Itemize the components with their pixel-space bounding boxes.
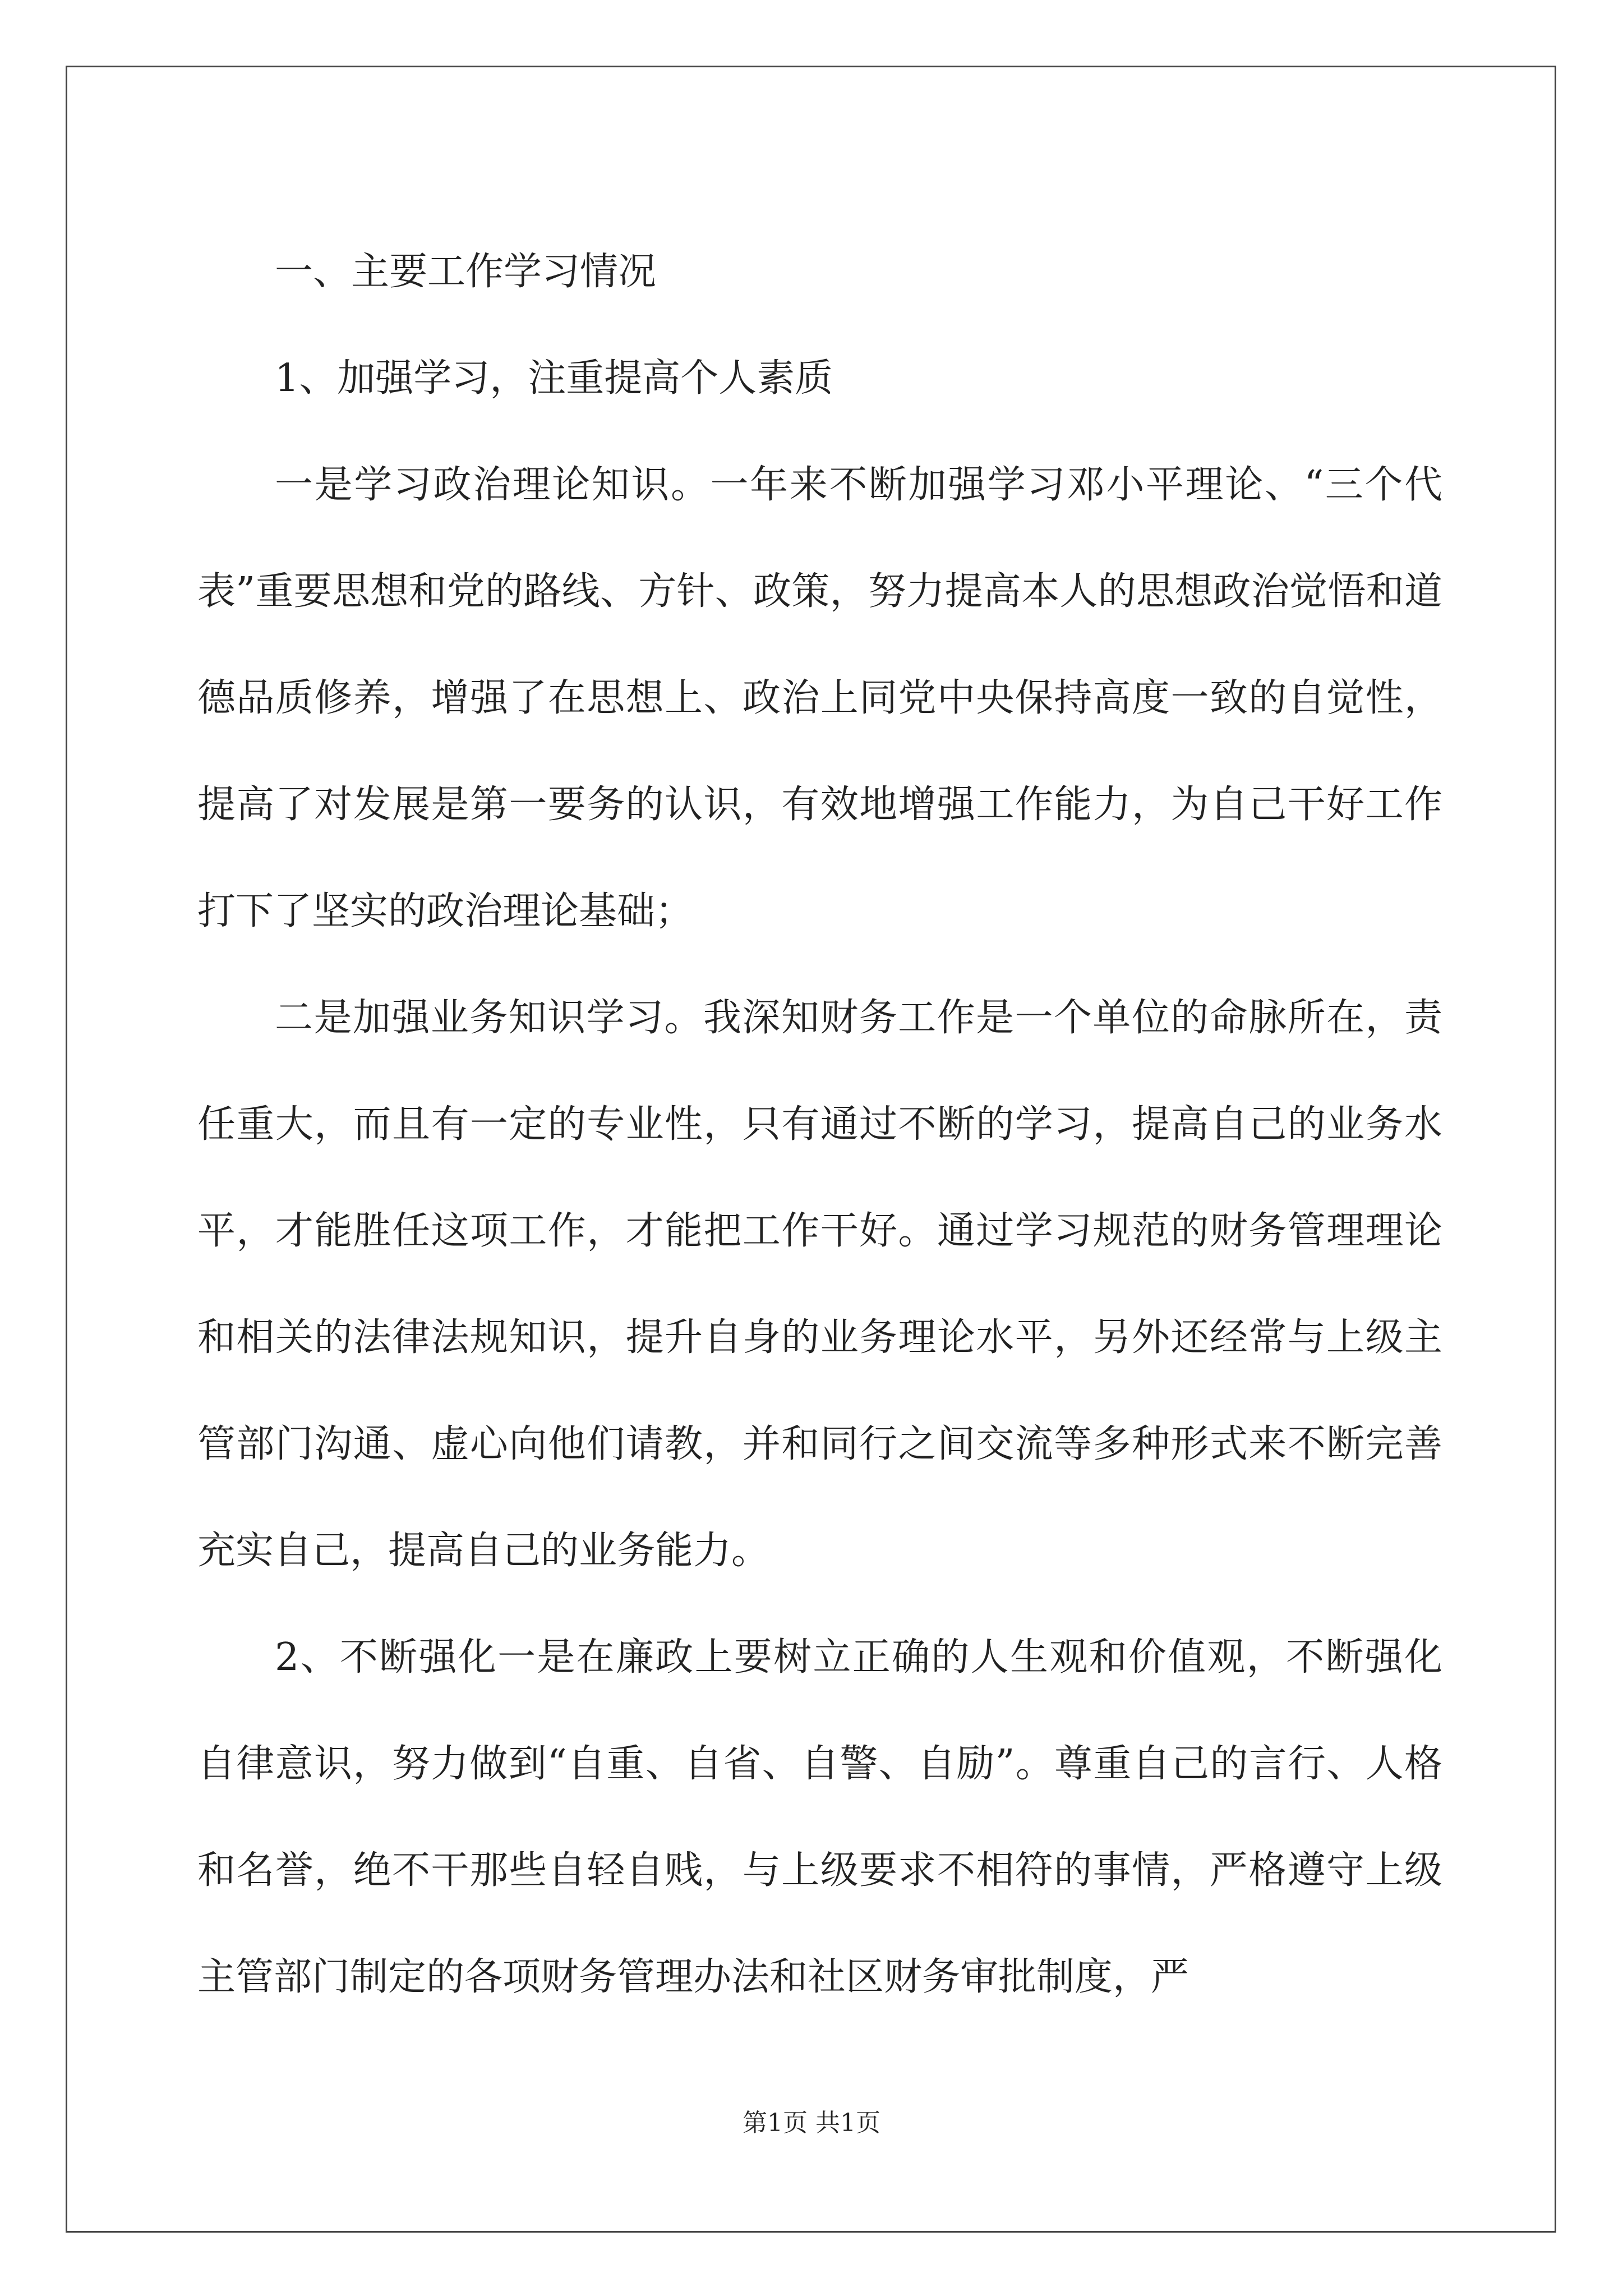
paragraph-political-study: 一是学习政治理论知识。一年来不断加强学习邓小平理论、“三个代表”重要思想和党的路线、方针、政策，努力提高本人的思想政治觉悟和道德品质修养，增强了在思想上、政治上同党中央保持高度一致的自觉性，提高了对发展是第一要务的认识，有效地增强工作能力，为自己干好工作打下了坚实的政治理论基础； (197, 463, 1442, 933)
section-heading: 一、主要工作学习情况 (275, 250, 657, 294)
subsection-heading: 1、加强学习，注重提高个人素质 (275, 356, 833, 401)
page-footer: 第1页 共1页 (743, 2109, 880, 2137)
document-body (197, 219, 1442, 2031)
paragraph-self-discipline: 2、不断强化一是在廉政上要树立正确的人生观和价值观，不断强化自律意识，努力做到“自重、自省、自警、自励”。尊重自己的言行、人格和名誉，绝不干那些自轻自贱，与上级要求不相符的事情，严格遵守上级主管部门制定的各项财务管理办法和社区财务审批制度，严 (197, 1635, 1442, 1999)
paragraph-business-study: 二是加强业务知识学习。我深知财务工作是一个单位的命脉所在，责任重大，而且有一定的专业性，只有通过不断的学习，提高自己的业务水平，才能胜任这项工作，才能把工作干好。通过学习规范的财务管理理论和相关的法律法规知识，提升自身的业务理论水平，另外还经常与上级主管部门沟通、虚心向他们请教，并和同行之间交流等多种形式来不断完善充实自己，提高自己的业务能力。 (197, 996, 1442, 1573)
